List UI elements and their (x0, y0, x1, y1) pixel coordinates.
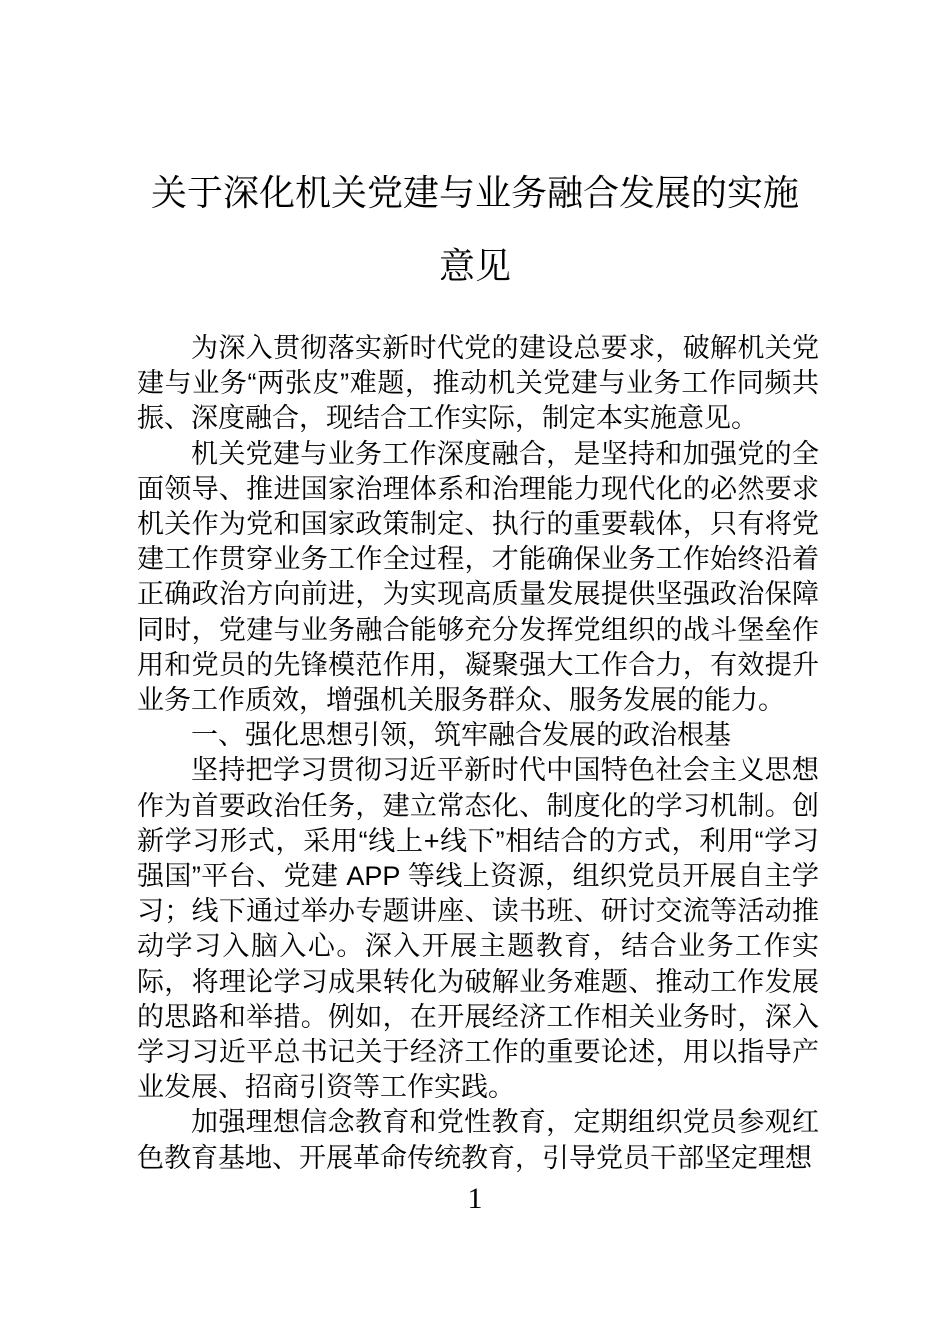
paragraph-intro: 为深入贯彻落实新时代党的建设总要求，破解机关党建与业务“两张皮”难题，推动机关党建与业务工作同频共振、深度融合，现结合工作实际，制定本实施意见。 (137, 333, 819, 434)
paragraph-ideal-education: 加强理想信念教育和党性教育，定期组织党员参观红色教育基地、开展革命传统教育，引导党员干部坚定理想 (137, 1107, 819, 1173)
paragraph-significance: 机关党建与业务工作深度融合，是坚持和加强党的全面领导、推进国家治理体系和治理能力现代化的必然要求机关作为党和国家政策制定、执行的重要载体，只有将党建工作贯穿业务工作全过程，才能确保业务工作始终沿着正确政治方向前进，为实现高质量发展提供坚强政治保障同时，党建与业务融合能够充分发挥党组织的战斗堡垒作用和党员的先锋模范作用，凝聚强大工作合力，有效提升业务工作质效，增强机关服务群众、服务发展的能力。 (137, 438, 819, 716)
paragraph-study-mechanism: 坚持把学习贯彻习近平新时代中国特色社会主义思想作为首要政治任务，建立常态化、制度化的学习机制。创新学习形式，采用“线上+线下”相结合的方式，利用“学习强国”平台、党建 APP 等线上资源，组织党员开展自主学习；线下通过举办专题讲座、读书班、研讨交流等活动推动学习入脑入心。深入开展主题教育，结合业务工作实际，将理论学习成果转化为破解业务难题、推动工作发展的思路和举措。例如，在开展经济工作相关业务时，深入学习习近平总书记关于经济工作的重要论述，用以指导产业发展、招商引资等工作实践。 (137, 755, 819, 1103)
document-body (137, 331, 819, 1176)
page-number: 1 (467, 1182, 483, 1215)
section-heading-1: 一、强化思想引领，筑牢融合发展的政治根基 (191, 720, 731, 751)
document-title: 关于深化机关党建与业务融合发展的实施意见 (150, 172, 799, 286)
